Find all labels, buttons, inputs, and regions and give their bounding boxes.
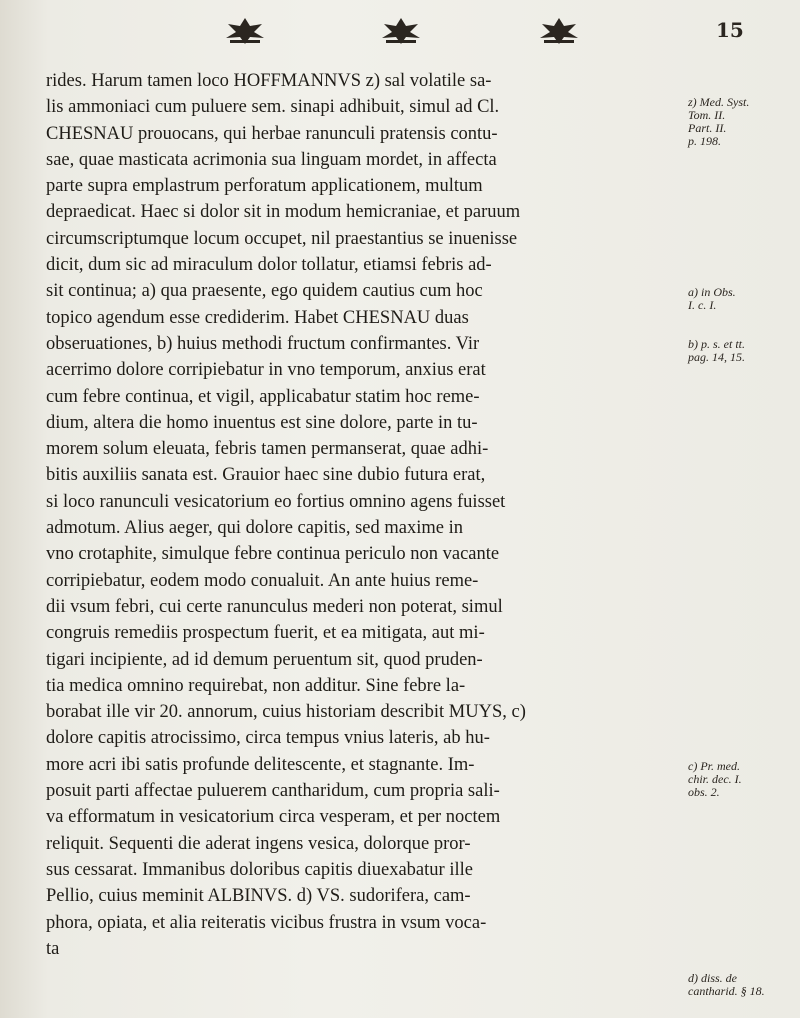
text-line: depraedicat. Haec si dolor sit in modum hemicraniae, et paruum [46,202,521,223]
text-line: tia medica omnino requirebat, non additur. Sine febre la- [46,675,466,696]
text-line: admotum. Alius aeger, qui dolore capitis, sed maxime in [46,518,463,539]
text-line: sit continua; a) qua praesente, ego quidem cautius cum hoc [46,281,483,302]
text-line: si loco ranunculi vesicatorium eo fortius omnino agens fuisset [46,491,506,512]
text-line: sae, quae masticata acrimonia sua linguam mordet, in affecta [46,149,497,170]
text-line: CHESNAU prouocans, qui herbae ranunculi pratensis contu- [46,123,498,144]
text-line: topico agendum esse crediderim. Habet CHESNAU duas [46,307,469,328]
text-line: obseruationes, b) huius methodi fructum confirmantes. Vir [46,333,480,354]
ornament-left-icon [224,16,266,46]
marginal-note-line: cantharid. § 18. [688,984,765,998]
marginal-note-line: c) Pr. med. [688,759,740,773]
marginal-note [688,338,800,364]
text-line: cum febre continua, et vigil, applicabatur statim hoc reme- [46,386,480,407]
main-text-block [46,68,686,962]
text-line: posuit parti affectae puluerem cantharidum, cum propria sali- [46,781,500,802]
text-line: borabat ille vir 20. annorum, cuius historiam describit MUYS, c) [46,702,526,723]
text-line: dicit, dum sic ad miraculum dolor tollatur, etiamsi febris ad- [46,255,492,276]
marginal-note-line: I. c. I. [688,298,717,312]
marginal-note-line: b) p. s. et tt. [688,337,745,351]
text-line: congruis remediis prospectum fuerit, et ea mitigata, aut mi- [46,623,485,644]
marginal-note-line: d) diss. de [688,971,737,985]
marginal-note-line: p. 198. [688,134,721,148]
text-line: circumscriptumque locum occupet, nil praestantius se inuenisse [46,228,518,249]
text-line: Pellio, cuius meminit ALBINVS. d) VS. sudorifera, cam- [46,886,471,907]
marginal-note-line: chir. dec. I. [688,772,742,786]
text-line: acerrimo dolore corripiebatur in vno temporum, anxius erat [46,360,486,381]
ornament-center-icon [380,16,422,46]
text-line: sus cessarat. Immanibus doloribus capitis diuexabatur ille [46,859,473,880]
text-line: dii vsum febri, cui certe ranunculus mederi non poterat, simul [46,596,503,617]
ornament-right-icon [538,16,580,46]
page-header [0,12,800,56]
text-line: ta [46,938,60,959]
marginal-note-line: obs. 2. [688,785,720,799]
text-line: corripiebatur, eodem modo conualuit. An ante huius reme- [46,570,479,591]
text-line: vno crotaphite, simulque febre continua periculo non vacante [46,544,500,565]
text-line: parte supra emplastrum perforatum applicationem, multum [46,176,483,197]
marginal-note [688,286,800,312]
marginal-note [688,972,800,998]
text-line: lis ammoniaci cum puluere sem. sinapi adhibuit, simul ad Cl. [46,97,500,118]
text-line: dolore capitis atrocissimo, circa tempus vnius lateris, ab hu- [46,728,490,749]
text-line: bitis auxiliis sanata est. Grauior haec sine dubio futura erat, [46,465,486,486]
text-line: va efformatum in vesicatorium circa vesperam, et per noctem [46,807,501,828]
marginal-note-line: z) Med. Syst. [688,95,750,109]
text-line: more acri ibi satis profunde delitescente, et stagnante. Im- [46,754,475,775]
marginal-note [688,760,800,799]
text-line: phora, opiata, et alia reiteratis vicibus frustra in vsum voca- [46,912,487,933]
text-line: reliquit. Sequenti die aderat ingens vesica, dolorque pror- [46,833,471,854]
text-line: tigari incipiente, ad id demum peruentum sit, quod pruden- [46,649,483,670]
page-number: 15 [716,18,744,42]
marginal-note [688,96,800,148]
marginal-note-line: a) in Obs. [688,285,736,299]
marginal-note-line: Part. II. [688,121,727,135]
marginal-note-line: Tom. II. [688,108,726,122]
text-line: morem solum eleuata, febris tamen permanserat, quae adhi- [46,439,489,460]
marginal-note-line: pag. 14, 15. [688,350,745,364]
text-line: dium, altera die homo inuentus est sine dolore, parte in tu- [46,412,478,433]
text-line: rides. Harum tamen loco HOFFMANNVS z) sal volatile sa- [46,71,492,91]
